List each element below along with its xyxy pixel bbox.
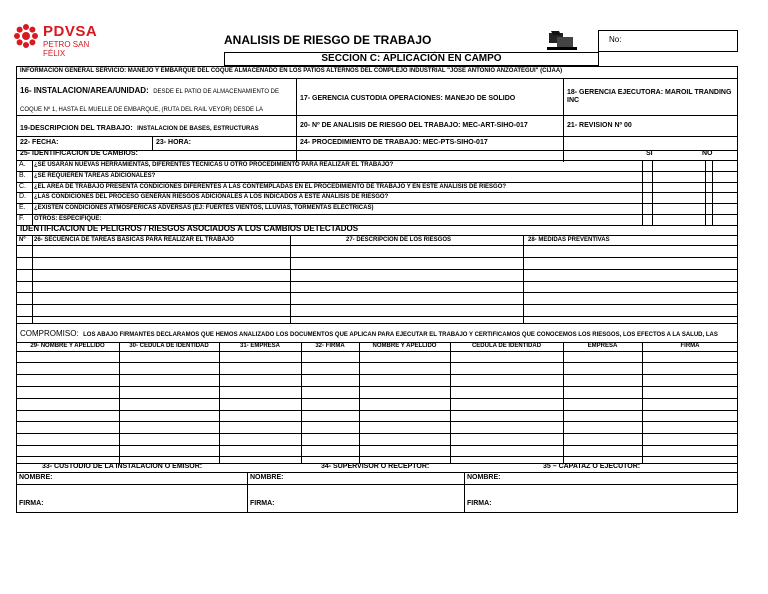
field-21[interactable]: 21- REVISION Nº 00 — [567, 122, 632, 129]
field-19-label: 19-DESCRIPCION DEL TRABAJO: — [20, 125, 133, 132]
signatory-row[interactable] — [17, 433, 737, 445]
signatory-row[interactable] — [17, 421, 737, 433]
section-title-text: SECCION C: APLICACIÓN EN CAMPO — [321, 53, 502, 64]
signatories-col-header: 30- CEDULA DE IDENTIDAD — [129, 343, 209, 349]
field-18[interactable]: 18- GERENCIA EJECUTORA: MAROIL TRANDING INC — [567, 89, 732, 104]
changes-si-header: SI — [646, 150, 653, 157]
field-16-value: DESDE EL PATIO DE ALMACENAMIENTO DE COQUE Nº 1, HASTA EL MUELLE DE EMBARQUE, (RUTA DEL RAIL VEYOR) DESDE LA — [20, 89, 280, 113]
change-question: OTROS: ESPECIFIQUE: — [34, 216, 102, 222]
sig-35-title: 35 – CAPATAZ O EJECUTOR: — [543, 463, 641, 470]
hazards-col-26: 26- SECUENCIA DE TAREAS BASICAS PARA REALIZAR EL TRABAJO — [34, 237, 234, 243]
page-title: ANALISIS DE RIESGO DE TRABAJO — [224, 33, 432, 47]
signatories-col-header: FIRMA — [680, 343, 700, 349]
hazards-col-number: Nº — [19, 237, 26, 243]
sig-35-nombre[interactable]: NOMBRE: — [467, 474, 501, 481]
change-row — [17, 214, 737, 225]
field-22-fecha[interactable]: 22- FECHA: — [20, 139, 59, 146]
change-letter: E. — [19, 204, 26, 211]
signatories-col-header: 32- FIRMA — [315, 343, 345, 349]
hazard-row[interactable] — [17, 257, 737, 269]
field-19-value: INSTALACION DE BASES, ESTRUCTURAS — [137, 126, 259, 132]
changes-no-header: NO — [702, 150, 713, 157]
change-letter: D. — [19, 193, 26, 200]
hazard-row[interactable] — [17, 269, 737, 281]
signatories-col-header: NOMBRE Y APELLIDO — [372, 343, 437, 349]
signatories-col-header: 31- EMPRESA — [239, 343, 280, 349]
sig-35-firma[interactable]: FIRMA: — [467, 500, 492, 507]
commitment-label: COMPROMISO: — [20, 329, 79, 338]
logo-text: PDVSA — [43, 23, 98, 40]
field-19[interactable] — [17, 116, 296, 136]
change-no-checkbox[interactable] — [705, 214, 712, 225]
hazard-row[interactable] — [17, 304, 737, 316]
change-letter: C. — [19, 183, 26, 190]
number-box[interactable] — [598, 30, 738, 52]
commitment — [17, 323, 737, 343]
changes-title: 25- IDENTIFICACION DE CAMBIOS: — [20, 150, 138, 157]
field-20[interactable]: 20- Nº DE ANALISIS DE RIESGO DEL TRABAJO: MEC-ART-SIHO-017 — [300, 122, 528, 129]
signatory-row[interactable] — [17, 362, 737, 374]
signatories-col-header: CEDULA DE IDENTIDAD — [471, 343, 542, 349]
change-si-checkbox[interactable] — [642, 171, 652, 182]
field-23-hora[interactable]: 23- HORA: — [156, 139, 192, 146]
pdvsa-logo — [12, 22, 112, 58]
number-label: No: — [609, 35, 622, 44]
change-no-checkbox[interactable] — [705, 160, 712, 171]
logo-subtitle: PETRO SAN FÉLIX — [43, 40, 90, 58]
section-title — [224, 52, 599, 66]
commitment-text: LOS ABAJO FIRMANTES DECLARAMOS QUE HEMOS ANALIZADO LOS DOCUMENTOS QUE APLICAN PARA EJECUTAR EL TRABAJO Y CERTIFICAMOS QUE CONOCEMOS LOS RIESGOS, LOS EFECTOS A LA SALUD, LAS — [83, 332, 718, 338]
change-question: ¿SE USARAN NUEVAS HERRAMIENTAS, DIFERENTES TECNICAS U OTRO PROCEDIMIENTO PARA REALIZAR EL TRABAJO? — [34, 162, 394, 168]
change-no-checkbox[interactable] — [705, 192, 712, 203]
change-letter: A. — [19, 161, 26, 168]
change-row — [17, 192, 737, 203]
signatory-row[interactable] — [17, 386, 737, 398]
signatory-row[interactable] — [17, 445, 737, 456]
pdvsa-sun-icon — [12, 22, 40, 50]
sig-33-nombre[interactable]: NOMBRE: — [19, 474, 53, 481]
info-general — [17, 67, 737, 78]
change-letter: F. — [19, 215, 25, 222]
info-general-value: MANEJO Y EMBARQUE DEL COQUE ALMACENADO EN LOS PATIOS ALTERNOS DEL COMPLEJO INDUSTRIAL "JOSE ANTONIO ANZOATEGUI" (CIJAA) — [127, 68, 563, 74]
signatory-row[interactable] — [17, 374, 737, 386]
change-no-checkbox[interactable] — [705, 203, 712, 214]
hazard-row[interactable] — [17, 281, 737, 292]
hazards-col-28: 28- MEDIDAS PREVENTIVAS — [528, 237, 610, 243]
change-row — [17, 203, 737, 214]
change-question: ¿EXISTEN CONDICIONES ATMOSFERICAS ADVERSAS (EJ: FUERTES VIENTOS, LLUVIAS, TORMENTAS ELECTRICAS) — [34, 205, 374, 211]
sig-34-firma[interactable]: FIRMA: — [250, 500, 275, 507]
change-row — [17, 171, 737, 182]
change-question: ¿SE REQUIEREN TAREAS ADICIONALES? — [34, 173, 156, 179]
change-si-checkbox[interactable] — [642, 192, 652, 203]
change-question: ¿EL AREA DE TRABAJO PRESENTA CONDICIONES DIFERENTES A LAS CONTEMPLADAS EN EL PROCEDIMIENTO DE TRABAJO Y EN ESTE ANALISIS DE RIESGO? — [34, 184, 507, 190]
hazards-title: IDENTIFICACION DE PELIGROS / RIESGOS ASOCIADOS A LOS CAMBIOS DETECTADOS — [20, 225, 359, 233]
field-16-label: 16- INSTALACION/AREA/UNIDAD: — [20, 86, 149, 95]
signatories-col-header: 29- NOMBRE Y APELLIDO — [30, 343, 105, 349]
hazards-col-27: 27- DESCRIPCION DE LOS RIESGOS — [346, 237, 452, 243]
info-general-label: INFORMACION GENERAL SERVICIO: — [20, 68, 127, 74]
change-si-checkbox[interactable] — [642, 160, 652, 171]
change-no-checkbox[interactable] — [705, 171, 712, 182]
signatory-row[interactable] — [17, 410, 737, 421]
sig-34-nombre[interactable]: NOMBRE: — [250, 474, 284, 481]
sig-34-title: 34- SUPERVISOR O RECEPTOR: — [321, 463, 430, 470]
safety-badge-icon — [547, 29, 577, 51]
change-row — [17, 160, 737, 171]
change-si-checkbox[interactable] — [642, 214, 652, 225]
field-17[interactable]: 17- GERENCIA CUSTODIA OPERACIONES: MANEJO DE SOLIDO — [300, 95, 516, 102]
change-question: ¿LAS CONDICIONES DEL PROCESO GENERAN RIESGOS ADICIONALES A LOS INDICADOS A ESTE ANALISIS DE RIESGO? — [34, 194, 389, 200]
change-si-checkbox[interactable] — [642, 203, 652, 214]
change-letter: B. — [19, 172, 26, 179]
signatories-col-header: EMPRESA — [587, 343, 618, 349]
field-16[interactable] — [17, 79, 296, 115]
signatory-row[interactable] — [17, 398, 737, 410]
hazard-row[interactable] — [17, 292, 737, 304]
hazard-row[interactable] — [17, 245, 737, 257]
sig-33-title: 33- CUSTODIO DE LA INSTALACION O EMISOR: — [42, 463, 203, 470]
signatory-row[interactable] — [17, 351, 737, 362]
sig-33-firma[interactable]: FIRMA: — [19, 500, 44, 507]
field-24[interactable]: 24- PROCEDIMIENTO DE TRABAJO: MEC-PTS-SIHO-017 — [300, 139, 488, 146]
